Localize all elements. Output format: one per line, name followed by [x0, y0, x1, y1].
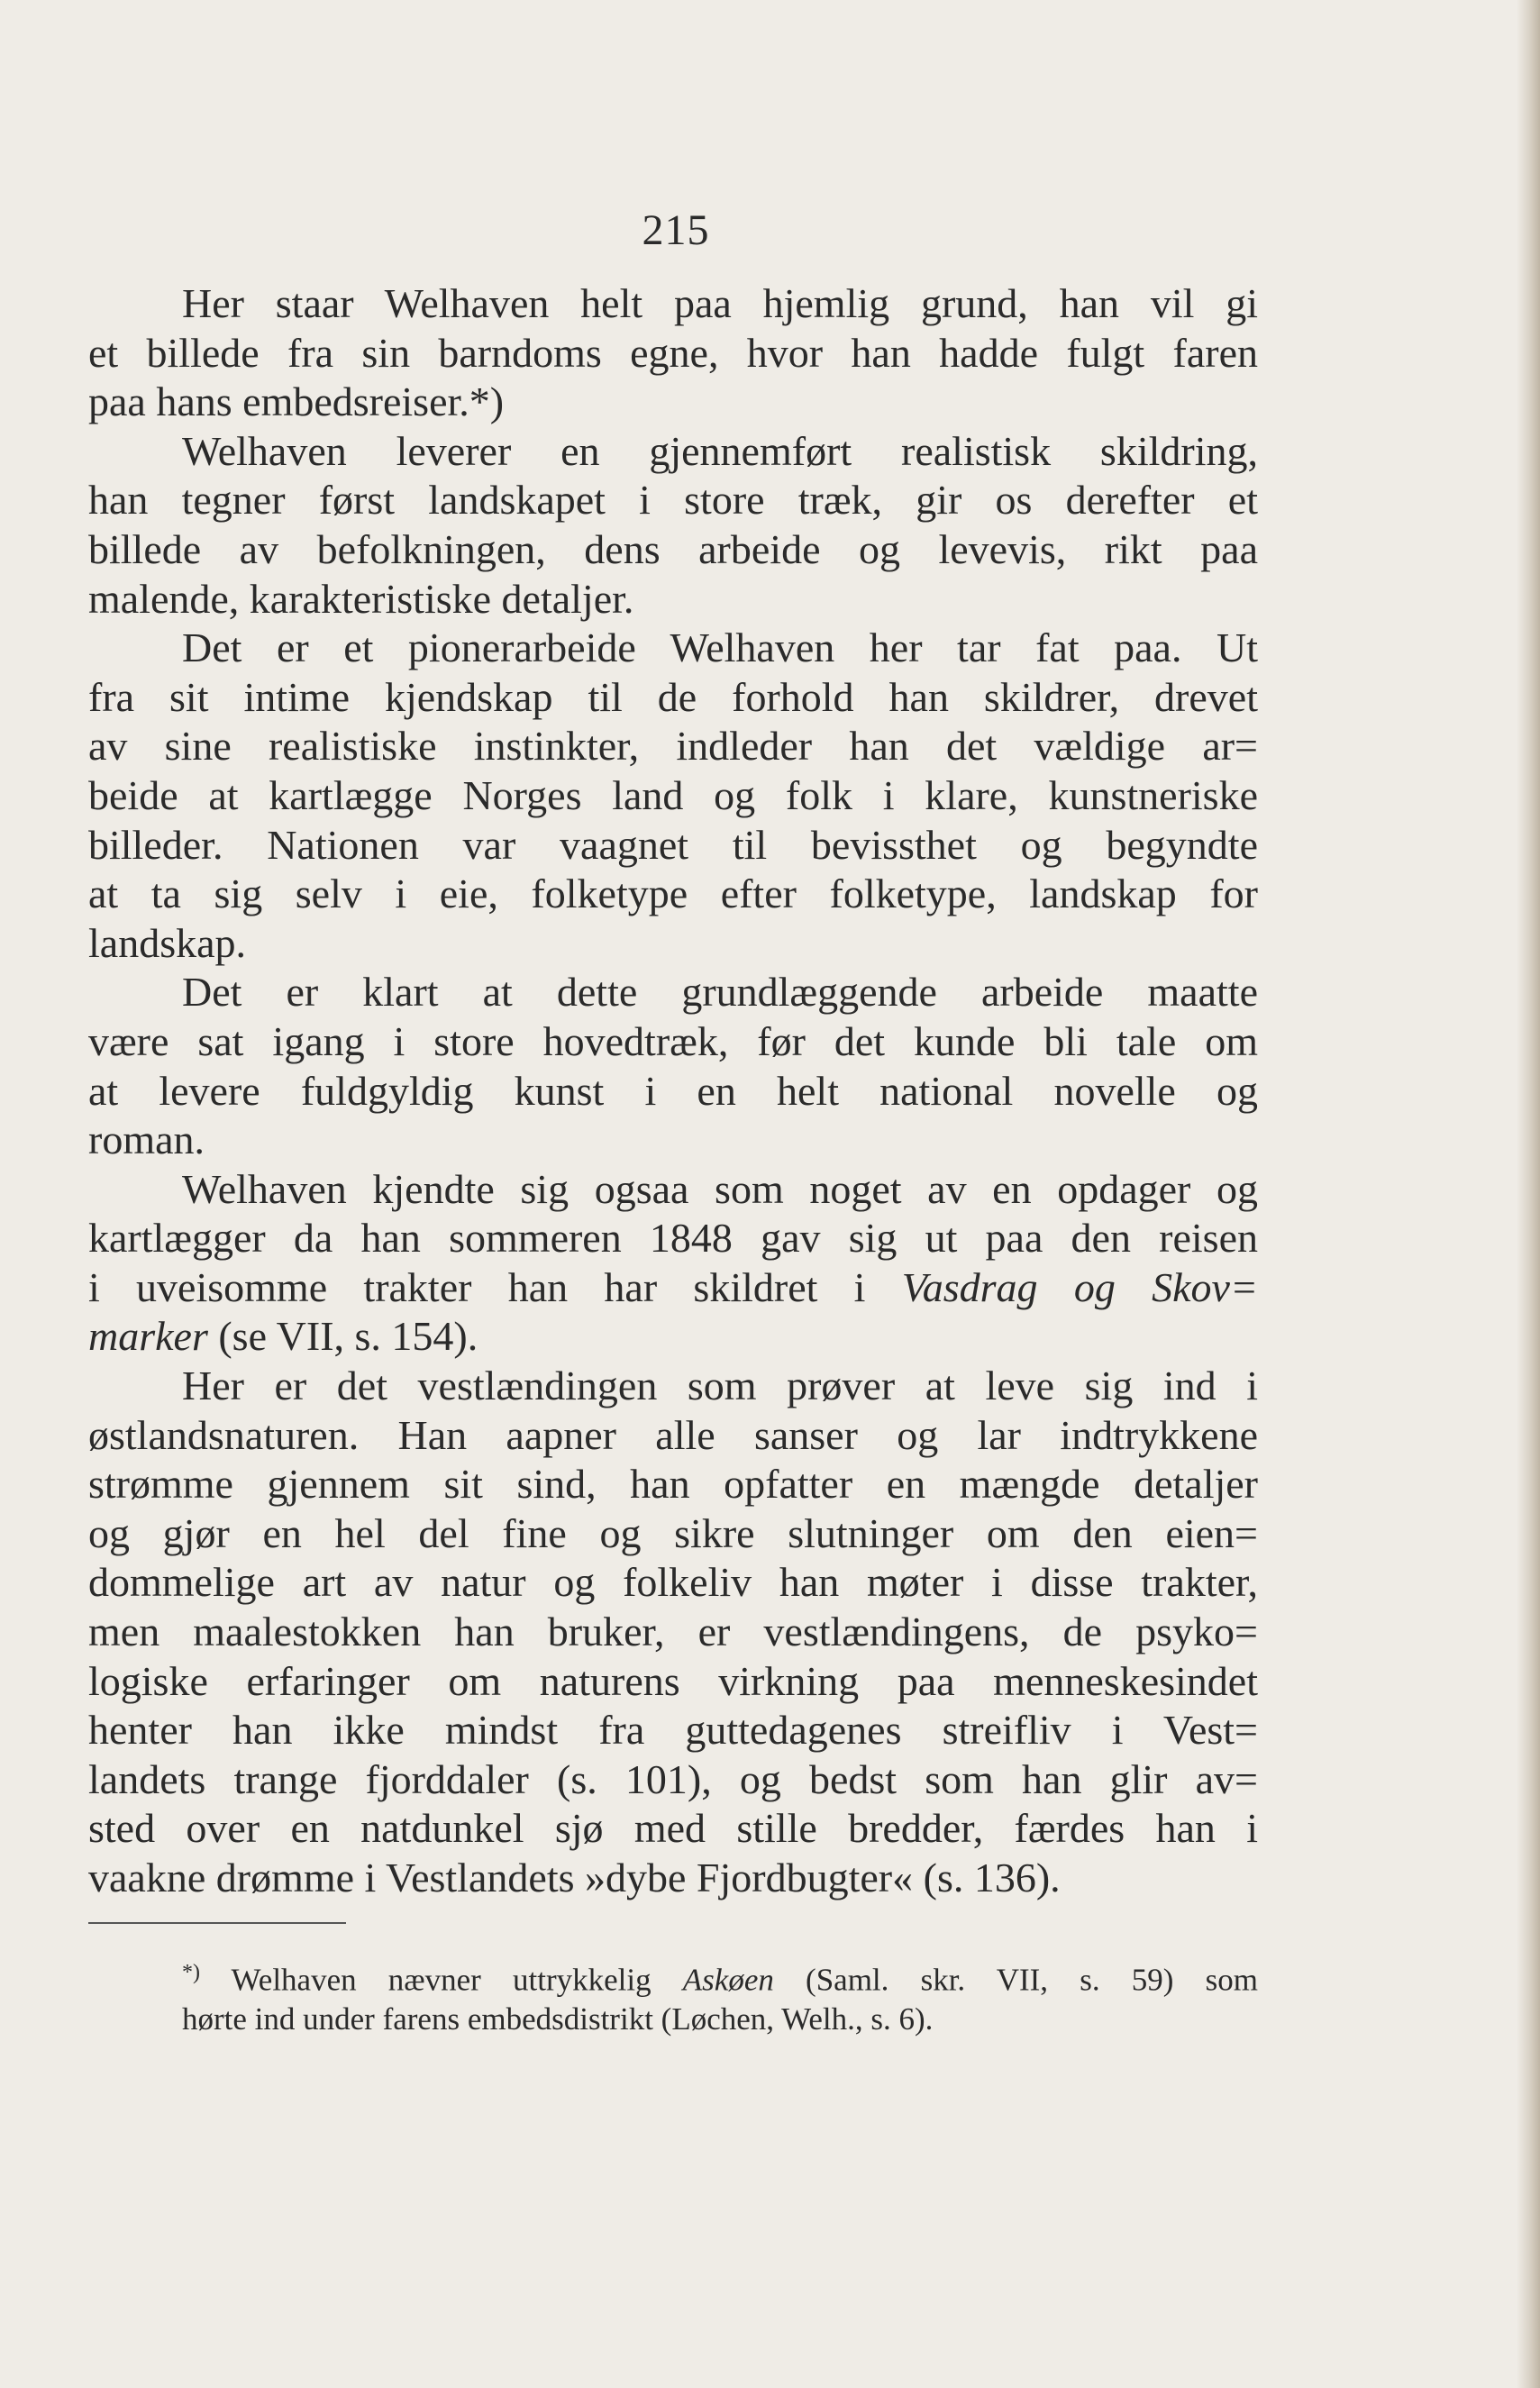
- page-number: 215: [642, 206, 710, 254]
- text-line: dommelige art av natur og folkeliv han møter i disse trakter,: [88, 1559, 1258, 1606]
- footnote-divider: [88, 1922, 346, 1924]
- text-line: logiske erfaringer om naturens virkning paa menneskesindet: [88, 1657, 1258, 1704]
- text-line: paa hans embedsreiser.*): [88, 378, 505, 425]
- text-span: i uveisomme trakter han har skildret i: [88, 1263, 902, 1310]
- text-line: Her staar Welhaven helt paa hjemlig grund, han vil gi: [182, 280, 1258, 326]
- text-line: sted over en natdunkel sjø med stille bredder, færdes han i: [88, 1805, 1258, 1852]
- text-line: Det er et pionerarbeide Welhaven her tar fat paa. Ut: [182, 624, 1258, 671]
- text-line: fra sit intime kjendskap til de forhold han skildrer, drevet: [88, 673, 1258, 720]
- text-line: Det er klart at dette grundlæggende arbeide maatte: [182, 969, 1258, 1016]
- text-line: beide at kartlægge Norges land og folk i klare, kunstneriske: [88, 771, 1258, 818]
- footnote: [88, 1949, 1258, 2043]
- text-line: landets trange fjorddaler (s. 101), og bedst som han glir av=: [88, 1755, 1258, 1802]
- place-name: Askøen: [682, 1962, 774, 1998]
- text-line: billede av befolkningen, dens arbeide og levevis, rikt paa: [88, 525, 1258, 572]
- text-line: [88, 1263, 1258, 1313]
- book-title: Vasdrag og Skov=: [901, 1263, 1258, 1310]
- text-line: malende, karakteristiske detaljer.: [88, 575, 634, 622]
- text-line: Welhaven kjendte sig ogsaa som noget av en opdager og: [182, 1165, 1258, 1212]
- text-span: (se VII, s. 154).: [207, 1313, 478, 1360]
- text-line: av sine realistiske instinkter, indleder han det vældige ar=: [88, 723, 1258, 770]
- body-text: [88, 279, 1258, 1903]
- book-title: marker: [88, 1313, 208, 1360]
- text-line: at ta sig selv i eie, folketype efter folketype, landskap for: [88, 870, 1258, 917]
- footnote-mark: *): [182, 1961, 200, 1984]
- text-line: kartlægger da han sommeren 1848 gav sig ut paa den reisen: [88, 1215, 1258, 1262]
- footnote-line: hørte ind under farens embedsdistrikt (Løchen, Welh., s. 6).: [182, 2001, 934, 2037]
- text-span: Welhaven nævner uttrykkelig: [200, 1962, 683, 1998]
- text-line: østlandsnaturen. Han aapner alle sanser og lar indtrykkene: [88, 1411, 1258, 1458]
- text-line: Welhaven leverer en gjennemført realistisk skildring,: [182, 427, 1258, 474]
- text-line: han tegner først landskapet i store træk, gir os derefter et: [88, 477, 1258, 524]
- text-line: henter han ikke mindst fra guttedagenes streifliv i Vest=: [88, 1707, 1258, 1754]
- text-line: landskap.: [88, 919, 247, 966]
- text-line: et billede fra sin barndoms egne, hvor han hadde fulgt faren: [88, 329, 1258, 376]
- text-line: strømme gjennem sit sind, han opfatter en mængde detaljer: [88, 1461, 1258, 1508]
- text-line: men maalestokken han bruker, er vestlændingens, de psyko=: [88, 1609, 1258, 1655]
- text-line: være sat igang i store hovedtræk, før det kunde bli tale om: [88, 1017, 1258, 1064]
- text-line: billeder. Nationen var vaagnet til bevissthet og begyndte: [88, 821, 1258, 868]
- text-span: (Saml. skr. VII, s. 59) som: [773, 1962, 1258, 1998]
- page-edge-shadow: [1517, 0, 1540, 2388]
- text-line: vaakne drømme i Vestlandets »dybe Fjordbugter« (s. 136).: [88, 1855, 1061, 1900]
- footnote-line: [88, 1949, 1258, 1996]
- text-line: at levere fuldgyldig kunst i en helt national novelle og: [88, 1067, 1258, 1114]
- text-line: Her er det vestlændingen som prøver at leve sig ind i: [182, 1363, 1258, 1409]
- text-line: roman.: [88, 1117, 205, 1163]
- text-line: [88, 1312, 1258, 1362]
- text-line: og gjør en hel del fine og sikre slutninger om den eien=: [88, 1509, 1258, 1556]
